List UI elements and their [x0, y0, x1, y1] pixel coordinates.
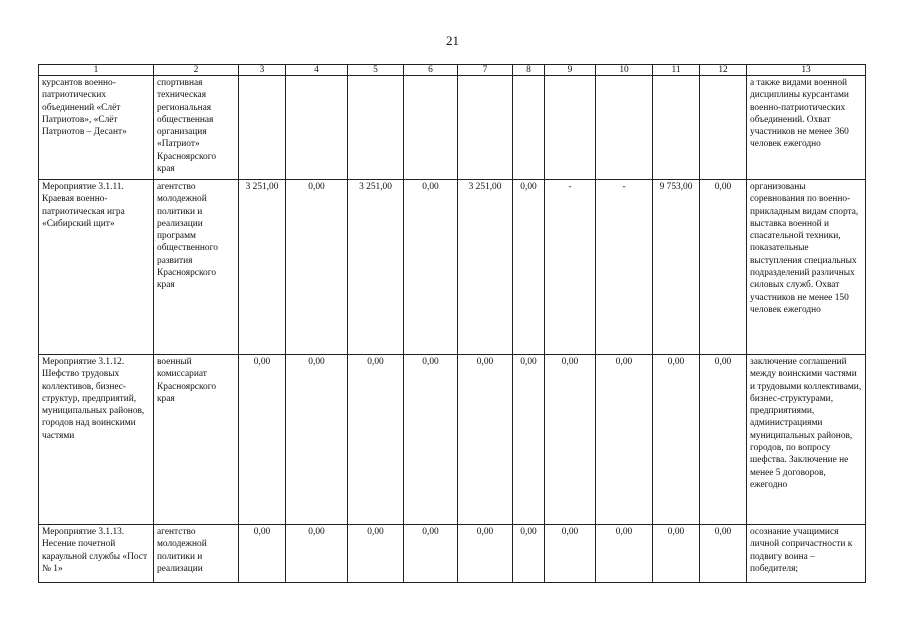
executor-cell: военный комиссариат Красноярского края: [154, 355, 239, 525]
cell-col-9: 0,00: [545, 355, 596, 525]
table-row: [39, 76, 866, 180]
cell-col-3: 0,00: [239, 525, 286, 583]
cell-col-6: [404, 76, 458, 180]
cell-col-12: 0,00: [700, 355, 747, 525]
column-number-6: 6: [404, 65, 458, 76]
column-number-2: 2: [154, 65, 239, 76]
measure-name-cell: Мероприятие 3.1.13. Несение почетной караульной службы «Пост № 1»: [39, 525, 154, 583]
cell-col-6: 0,00: [404, 355, 458, 525]
cell-col-11: 9 753,00: [653, 180, 700, 355]
cell-col-11: [653, 76, 700, 180]
cell-col-6: 0,00: [404, 525, 458, 583]
cell-col-7: 3 251,00: [458, 180, 513, 355]
cell-col-8: 0,00: [513, 525, 545, 583]
expected-result-cell: а также видами военной дисциплины курсантами военно-патриотических объединений. Охват участников не менее 360 человек ежегодно: [747, 76, 866, 180]
cell-col-4: [286, 76, 348, 180]
cell-col-8: [513, 76, 545, 180]
column-number-4: 4: [286, 65, 348, 76]
expected-result-cell: осознание учащимися личной сопричастности к подвигу воина – победителя;: [747, 525, 866, 583]
cell-col-3: 0,00: [239, 355, 286, 525]
cell-col-8: 0,00: [513, 180, 545, 355]
cell-col-9: 0,00: [545, 525, 596, 583]
cell-col-7: 0,00: [458, 355, 513, 525]
executor-cell: спортивная техническая региональная общественная организация «Патриот» Красноярского края: [154, 76, 239, 180]
cell-col-7: [458, 76, 513, 180]
column-number-12: 12: [700, 65, 747, 76]
cell-col-11: 0,00: [653, 355, 700, 525]
cell-col-6: 0,00: [404, 180, 458, 355]
executor-cell: агентство молодежной политики и реализации: [154, 525, 239, 583]
program-measures-table: [38, 64, 866, 583]
cell-col-5: [348, 76, 404, 180]
expected-result-cell: заключение соглашений между воинскими частями и трудовыми коллективами, бизнес-структурами, предприятиями, администрациями муниципальных районов, городов, по вопросу шефства. Заключение не менее 5 договоров, ежегодно: [747, 355, 866, 525]
cell-col-3: [239, 76, 286, 180]
cell-col-9: [545, 76, 596, 180]
cell-col-5: 3 251,00: [348, 180, 404, 355]
page-number: 21: [446, 33, 459, 48]
column-number-5: 5: [348, 65, 404, 76]
column-number-10: 10: [596, 65, 653, 76]
cell-col-7: 0,00: [458, 525, 513, 583]
cell-col-11: 0,00: [653, 525, 700, 583]
cell-col-12: 0,00: [700, 180, 747, 355]
column-number-8: 8: [513, 65, 545, 76]
column-number-11: 11: [653, 65, 700, 76]
column-number-7: 7: [458, 65, 513, 76]
table-row: [39, 525, 866, 583]
cell-col-8: 0,00: [513, 355, 545, 525]
cell-col-3: 3 251,00: [239, 180, 286, 355]
table-row: [39, 355, 866, 525]
column-number-3: 3: [239, 65, 286, 76]
executor-cell: агентство молодежной политики и реализации программ общественного развития Красноярского края: [154, 180, 239, 355]
column-number-13: 13: [747, 65, 866, 76]
cell-col-10: [596, 76, 653, 180]
cell-col-10: 0,00: [596, 355, 653, 525]
column-number-9: 9: [545, 65, 596, 76]
measure-name-cell: Мероприятие 3.1.12. Шефство трудовых коллективов, бизнес-структур, предприятий, муниципальных районов, городов над воинскими частями: [39, 355, 154, 525]
measure-name-cell: курсантов военно-патриотических объединений «Слёт Патриотов», «Слёт Патриотов – Десант»: [39, 76, 154, 180]
cell-col-4: 0,00: [286, 180, 348, 355]
cell-col-5: 0,00: [348, 525, 404, 583]
cell-col-5: 0,00: [348, 355, 404, 525]
column-number-1: 1: [39, 65, 154, 76]
cell-col-4: 0,00: [286, 355, 348, 525]
cell-col-10: -: [596, 180, 653, 355]
cell-col-9: -: [545, 180, 596, 355]
cell-col-4: 0,00: [286, 525, 348, 583]
measure-name-cell: Мероприятие 3.1.11. Краевая военно-патриотическая игра «Сибирский щит»: [39, 180, 154, 355]
cell-col-12: [700, 76, 747, 180]
cell-col-12: 0,00: [700, 525, 747, 583]
cell-col-10: 0,00: [596, 525, 653, 583]
expected-result-cell: организованы соревнования по военно-прикладным видам спорта, выставка военной и спасательной техники, показательные выступления специальных подразделений различных силовых служб. Охват участников не менее 150 человек ежегодно: [747, 180, 866, 355]
table-row: [39, 180, 866, 355]
column-number-row: [39, 65, 866, 76]
